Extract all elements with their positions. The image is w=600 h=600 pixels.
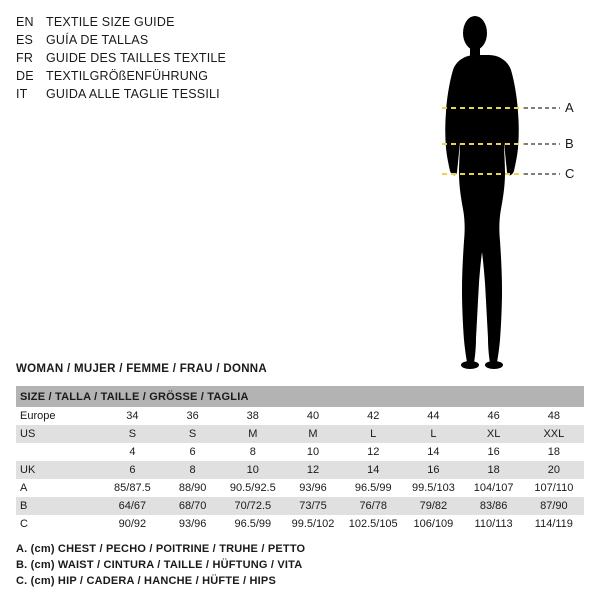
table-cell: 44 bbox=[403, 407, 463, 425]
language-row bbox=[16, 68, 306, 85]
marker-label-a: A bbox=[565, 100, 574, 115]
table-cell: 12 bbox=[343, 443, 403, 461]
language-row bbox=[16, 32, 306, 49]
table-cell: 107/110 bbox=[524, 479, 584, 497]
marker-label-c: C bbox=[565, 166, 575, 181]
table-cell: S bbox=[163, 425, 223, 443]
table-cell: 64/67 bbox=[102, 497, 162, 515]
table-cell: M bbox=[283, 425, 343, 443]
table-cell: 99.5/103 bbox=[403, 479, 463, 497]
table-cell: 76/78 bbox=[343, 497, 403, 515]
language-title: GUIDE DES TAILLES TEXTILE bbox=[46, 51, 227, 65]
table-cell: 42 bbox=[343, 407, 403, 425]
language-row bbox=[16, 14, 306, 31]
table-row bbox=[16, 461, 584, 479]
table-cell: 96.5/99 bbox=[343, 479, 403, 497]
table-cell: 90/92 bbox=[102, 515, 162, 533]
female-silhouette-icon bbox=[412, 8, 592, 378]
row-label bbox=[16, 443, 102, 461]
table-cell: 114/119 bbox=[524, 515, 584, 533]
table-cell: XL bbox=[464, 425, 524, 443]
row-label: Europe bbox=[16, 407, 102, 425]
table-cell: 40 bbox=[283, 407, 343, 425]
table-cell: 6 bbox=[163, 443, 223, 461]
table-cell: 88/90 bbox=[163, 479, 223, 497]
row-label: C bbox=[16, 515, 102, 533]
row-label: B bbox=[16, 497, 102, 515]
table-cell: 38 bbox=[223, 407, 283, 425]
table-header-title: SIZE / TALLA / TAILLE / GRÖSSE / TAGLIA bbox=[16, 386, 584, 407]
table-cell: 10 bbox=[283, 443, 343, 461]
language-code: FR bbox=[16, 51, 34, 65]
language-title: GUÍA DE TALLAS bbox=[46, 33, 149, 47]
table-cell: 48 bbox=[524, 407, 584, 425]
table-cell: 102.5/105 bbox=[343, 515, 403, 533]
table-cell: 106/109 bbox=[403, 515, 463, 533]
row-label: UK bbox=[16, 461, 102, 479]
table-cell: 46 bbox=[464, 407, 524, 425]
table-cell: 4 bbox=[102, 443, 162, 461]
row-label: US bbox=[16, 425, 102, 443]
table-cell: 85/87.5 bbox=[102, 479, 162, 497]
figure-diagram bbox=[412, 8, 592, 378]
language-code: EN bbox=[16, 15, 34, 29]
table-cell: 93/96 bbox=[283, 479, 343, 497]
table-cell: 16 bbox=[403, 461, 463, 479]
language-title: TEXTILE SIZE GUIDE bbox=[46, 15, 175, 29]
table-row bbox=[16, 497, 584, 515]
table-cell: 20 bbox=[524, 461, 584, 479]
language-code: DE bbox=[16, 69, 34, 83]
table-cell: S bbox=[102, 425, 162, 443]
table-cell: 14 bbox=[403, 443, 463, 461]
table-cell: 14 bbox=[343, 461, 403, 479]
footnote-a: A. (cm) CHEST / PECHO / POITRINE / TRUHE / PETTO bbox=[16, 543, 306, 555]
table-row bbox=[16, 515, 584, 533]
size-table bbox=[16, 386, 584, 533]
table-row bbox=[16, 479, 584, 497]
section-label: WOMAN / MUJER / FEMME / FRAU / DONNA bbox=[16, 363, 268, 375]
language-code: ES bbox=[16, 33, 34, 47]
footnote-c: C. (cm) HIP / CADERA / HANCHE / HÜFTE / HIPS bbox=[16, 575, 276, 587]
table-row bbox=[16, 443, 584, 461]
table-cell: 99.5/102 bbox=[283, 515, 343, 533]
table-cell: 87/90 bbox=[524, 497, 584, 515]
table-cell: M bbox=[223, 425, 283, 443]
table-cell: 104/107 bbox=[464, 479, 524, 497]
table-cell: 8 bbox=[223, 443, 283, 461]
table-cell: XXL bbox=[524, 425, 584, 443]
table-cell: 8 bbox=[163, 461, 223, 479]
table-cell: 70/72.5 bbox=[223, 497, 283, 515]
table-cell: L bbox=[343, 425, 403, 443]
table-cell: 18 bbox=[524, 443, 584, 461]
table-cell: 79/82 bbox=[403, 497, 463, 515]
language-title: GUIDA ALLE TAGLIE TESSILI bbox=[46, 87, 220, 101]
table-cell: 34 bbox=[102, 407, 162, 425]
table-cell: 90.5/92.5 bbox=[223, 479, 283, 497]
table-cell: 96.5/99 bbox=[223, 515, 283, 533]
language-title-block bbox=[16, 14, 306, 104]
table-cell: 36 bbox=[163, 407, 223, 425]
language-row bbox=[16, 50, 306, 67]
table-cell: 6 bbox=[102, 461, 162, 479]
table-cell: 93/96 bbox=[163, 515, 223, 533]
table-cell: 10 bbox=[223, 461, 283, 479]
table-row bbox=[16, 407, 584, 425]
table-cell: 68/70 bbox=[163, 497, 223, 515]
table-header-row bbox=[16, 386, 584, 407]
table-cell: 18 bbox=[464, 461, 524, 479]
footnotes-block bbox=[16, 541, 576, 589]
table-cell: 12 bbox=[283, 461, 343, 479]
table-cell: L bbox=[403, 425, 463, 443]
footnote-b: B. (cm) WAIST / CINTURA / TAILLE / HÜFTUNG / VITA bbox=[16, 559, 303, 571]
table-cell: 16 bbox=[464, 443, 524, 461]
row-label: A bbox=[16, 479, 102, 497]
language-code: IT bbox=[16, 87, 28, 101]
table-cell: 110/113 bbox=[464, 515, 524, 533]
language-row bbox=[16, 86, 306, 103]
table-cell: 83/86 bbox=[464, 497, 524, 515]
table-row bbox=[16, 425, 584, 443]
marker-label-b: B bbox=[565, 136, 574, 151]
language-title: TEXTILGRÖßENFÜHRUNG bbox=[46, 69, 209, 83]
table-cell: 73/75 bbox=[283, 497, 343, 515]
